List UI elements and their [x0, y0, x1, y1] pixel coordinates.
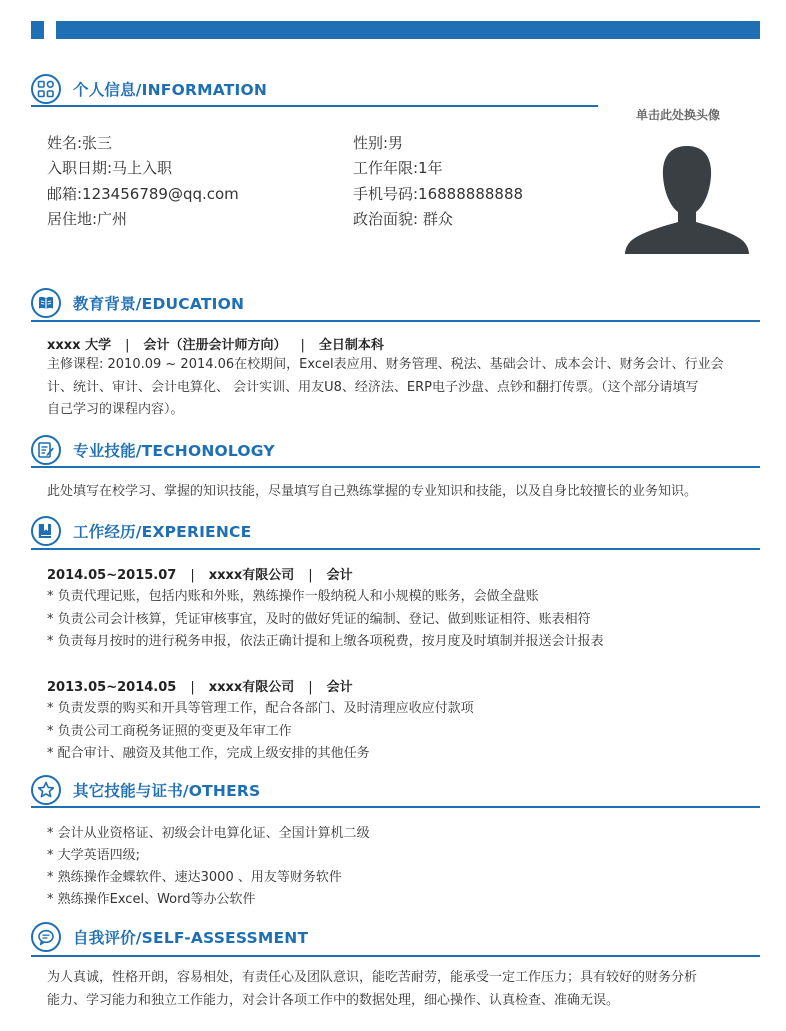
job-company: xxxx有限公司 [208, 680, 295, 695]
avatar-silhouette-icon [624, 140, 750, 254]
job-duty: * 负责每月按时的进行税务申报，依法正确计提和上缴各项税费，按月度及时填制并报送会计报表 [47, 634, 604, 649]
other-skill-item: * 大学英语四级; [47, 848, 141, 863]
section-title-experience: 工作经历/EXPERIENCE [73, 523, 252, 541]
other-skill-item: * 熟练操作金蝶软件、速达3000 、用友等财务软件 [47, 870, 342, 885]
education-courses-line: 自己学习的课程内容）。 [47, 402, 184, 417]
job-period: 2014.05~2015.07 [47, 568, 177, 583]
education-summary [47, 334, 384, 353]
header-accent-square [31, 21, 44, 39]
other-skill-item: * 会计从业资格证、初级会计电算化证、全国计算机二级 [47, 826, 370, 841]
job-header [47, 676, 353, 695]
education-degree: 全日制本科 [318, 338, 384, 353]
change-avatar-label[interactable]: 单击此处换头像 [636, 108, 721, 122]
info-residence: 居住地:广州 [47, 210, 128, 228]
section-divider-skills [31, 466, 760, 468]
section-divider-experience [31, 548, 760, 550]
header-accent-bar [56, 21, 760, 39]
job-duty: * 负责公司会计核算，凭证审核事宜，及时的做好凭证的编制、登记、做到账证相符、账表相符 [47, 612, 591, 627]
job-duty: * 配合审计、融资及其他工作，完成上级安排的其他任务 [47, 746, 370, 761]
job-duty: * 负责公司工商税务证照的变更及年审工作 [47, 724, 292, 739]
info-political-status: 政治面貌: 群众 [353, 210, 453, 228]
section-title-skills: 专业技能/TECHONOLOGY [73, 442, 275, 460]
job-duty: * 负责发票的购买和开具等管理工作，配合各部门、及时清理应收应付款项 [47, 701, 474, 716]
job-period: 2013.05~2014.05 [47, 680, 177, 695]
separator: | [190, 680, 195, 695]
info-years-of-work: 工作年限:1年 [353, 159, 443, 177]
separator: | [308, 680, 313, 695]
section-title-assessment: 自我评价/SELF-ASSESSMENT [73, 929, 309, 947]
edit-document-icon [31, 435, 61, 465]
avatar[interactable] [624, 140, 750, 254]
info-gender: 性别:男 [353, 134, 404, 152]
job-company: xxxx有限公司 [208, 568, 295, 583]
separator: | [300, 338, 305, 353]
info-phone: 手机号码:16888888888 [353, 185, 524, 203]
star-icon [31, 775, 61, 805]
other-skill-item: * 熟练操作Excel、Word等办公软件 [47, 892, 256, 907]
section-title-information: 个人信息/INFORMATION [73, 81, 268, 99]
info-email: 邮箱:123456789@qq.com [47, 185, 239, 203]
section-title-others: 其它技能与证书/OTHERS [73, 782, 261, 800]
education-courses-line: 计、统计、审计、会计电算化、 会计实训、用友U8、经济法、ERP电子沙盘、点钞和翻打传票。（这个部分请填写 [47, 379, 699, 395]
job-header [47, 564, 353, 583]
self-assessment-text [47, 967, 759, 1012]
section-divider-assessment [31, 955, 760, 957]
skills-text: 此处填写在校学习、掌握的知识技能，尽量填写自己熟练掌握的专业知识和技能，以及自身比较擅长的业务知识。 [47, 484, 698, 499]
self-assessment-line: 能力、学习能力和独立工作能力，对会计各项工作中的数据处理，细心操作、认真检查、准确无误。 [47, 992, 620, 1008]
book-icon [31, 288, 61, 318]
education-courses [47, 354, 759, 422]
bookmark-book-icon [31, 516, 61, 546]
section-divider-education [31, 320, 760, 322]
separator: | [308, 568, 313, 583]
info-start-date: 入职日期:马上入职 [47, 159, 173, 177]
section-divider-information [31, 105, 598, 107]
separator: | [190, 568, 195, 583]
job-duty: * 负责代理记账，包括内账和外账，熟练操作一般纳税人和小规模的账务，会做全盘账 [47, 589, 539, 604]
chat-bubble-icon [31, 922, 61, 952]
section-divider-others [31, 806, 760, 808]
education-school: xxxx 大学 [47, 338, 112, 353]
job-role: 会计 [326, 680, 353, 695]
education-major: 会计（注册会计师方向） [143, 338, 287, 353]
job-role: 会计 [326, 568, 353, 583]
education-courses-line: 主修课程: 2010.09 ~ 2014.06在校期间，Excel表应用、财务管理、税法、基础会计、成本会计、财务会计、行业会 [47, 357, 724, 372]
info-name: 姓名:张三 [47, 134, 113, 152]
separator: | [125, 338, 130, 353]
grid-apps-icon [31, 74, 61, 104]
section-title-education: 教育背景/EDUCATION [73, 295, 245, 313]
self-assessment-line: 为人真诚，性格开朗，容易相处，有责任心及团队意识，能吃苦耐劳，能承受一定工作压力；具有较好的财务分析 [47, 970, 698, 985]
